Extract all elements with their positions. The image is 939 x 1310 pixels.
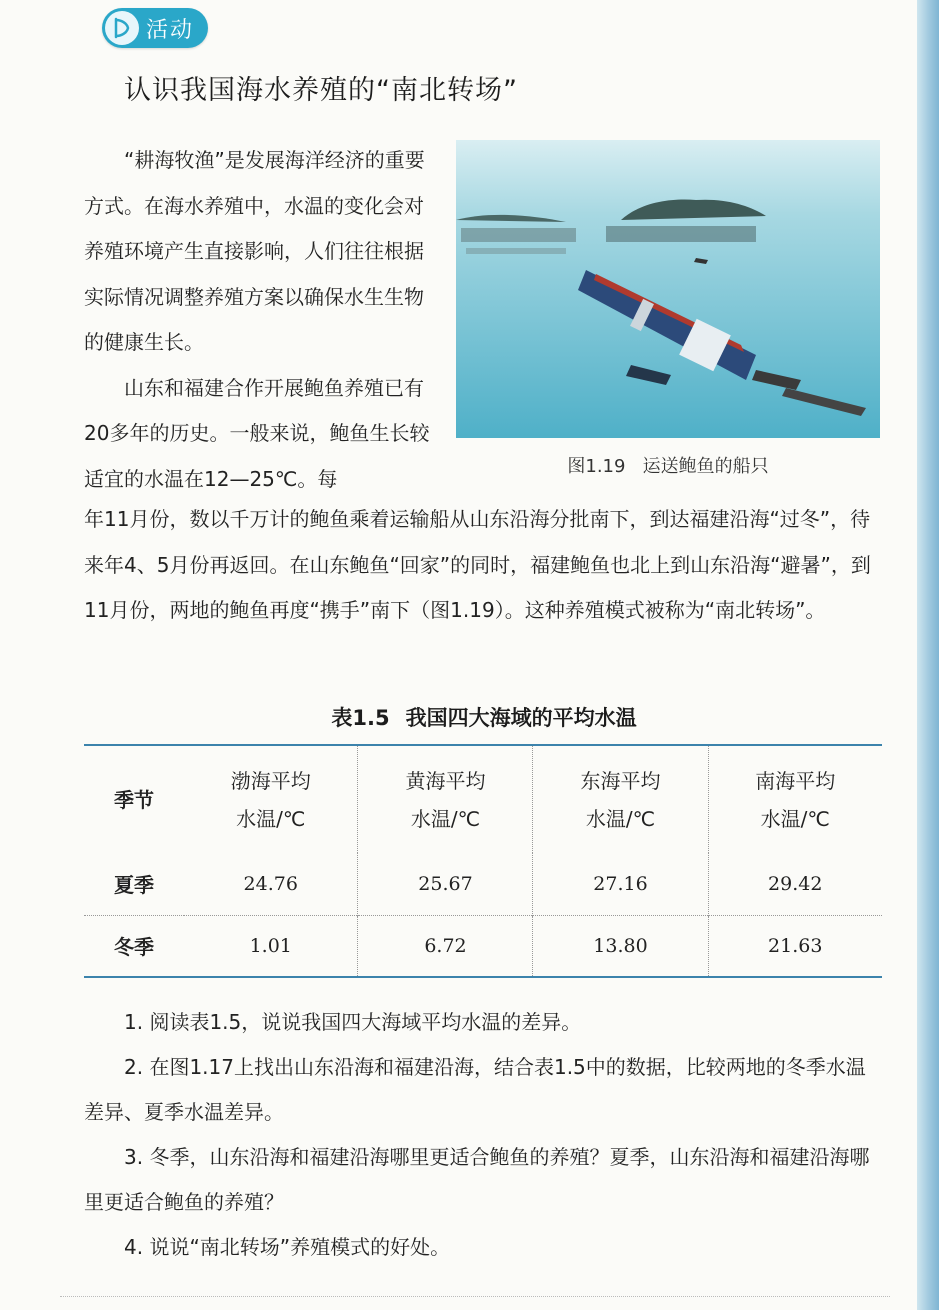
activity-icon xyxy=(105,11,139,45)
cell-winter-donghai: 13.80 xyxy=(533,915,708,977)
figure-number: 图1.19 xyxy=(567,456,626,477)
page-edge-decoration xyxy=(917,0,939,1310)
table-header-huanghai xyxy=(358,745,533,853)
activity-label: 活动 xyxy=(146,17,195,43)
ship-photo xyxy=(456,140,880,438)
table-number: 表1.5 xyxy=(331,706,390,730)
header-donghai-text: 东海平均 水温/℃ xyxy=(580,768,661,831)
intro-paragraph-2: 山东和福建合作开展鲍鱼养殖已有20多年的历史。一般来说，鲍鱼生长较适宜的水温在12—25℃。每 xyxy=(84,375,430,491)
question-1: 1. 阅读表1.5，说说我国四大海域平均水温的差异。 xyxy=(124,1010,582,1034)
row-label-summer: 夏季 xyxy=(114,873,154,898)
question-2: 2. 在图1.17上找出山东沿海和福建沿海，结合表1.5中的数据，比较两地的冬季水温差异、夏季水温差异。 xyxy=(84,1055,866,1124)
page-bottom-divider xyxy=(60,1296,890,1297)
table-header-bohai xyxy=(184,745,358,853)
intro-paragraph-1: “耕海牧渔”是发展海洋经济的重要方式。在海水养殖中，水温的变化会对养殖环境产生直接影响，人们往往根据实际情况调整养殖方案以确保水生生物的健康生长。 xyxy=(84,148,425,354)
question-list xyxy=(84,1000,884,1270)
cell-winter-bohai: 1.01 xyxy=(184,915,358,977)
table-header-donghai xyxy=(533,745,708,853)
table-title xyxy=(84,702,884,732)
header-bohai-text: 渤海平均 水温/℃ xyxy=(230,768,311,831)
header-huanghai-text: 黄海平均 水温/℃ xyxy=(405,768,486,831)
row-label-winter: 冬季 xyxy=(84,915,184,977)
intro-text xyxy=(84,138,434,502)
water-temperature-table xyxy=(84,744,882,978)
body-continuation: 年11月份，数以千万计的鲍鱼乘着运输船从山东沿海分批南下，到达福建沿海“过冬”，待来年4、5月份再返回。在山东鲍鱼“回家”的同时，福建鲍鱼也北上到山东沿海“避暑”，到11月份，两地的鲍鱼再度“携手”南下（图1.19）。这种养殖模式被称为“南北转场”。 xyxy=(84,507,871,622)
activity-badge xyxy=(102,8,208,48)
section-title: 认识我国海水养殖的“南北转场” xyxy=(124,75,518,106)
question-3: 3. 冬季，山东沿海和福建沿海哪里更适合鲍鱼的养殖？夏季，山东沿海和福建沿海哪里更适合鲍鱼的养殖？ xyxy=(84,1145,870,1214)
cell-summer-donghai: 27.16 xyxy=(533,853,708,915)
header-nanhai-text: 南海平均 水温/℃ xyxy=(755,768,836,831)
cell-summer-bohai: 24.76 xyxy=(243,872,298,895)
cell-summer-nanhai: 29.42 xyxy=(708,853,882,915)
figure-caption-text: 运送鲍鱼的船只 xyxy=(642,456,769,477)
table-row-summer xyxy=(84,853,882,915)
table-header-nanhai xyxy=(708,745,882,853)
table-header-season: 季节 xyxy=(114,787,154,812)
cell-winter-nanhai: 21.63 xyxy=(708,915,882,977)
question-4: 4. 说说“南北转场”养殖模式的好处。 xyxy=(124,1235,451,1259)
table-title-text: 我国四大海域的平均水温 xyxy=(405,706,637,730)
table-row-winter xyxy=(84,915,882,977)
figure-caption xyxy=(456,452,880,478)
cell-summer-huanghai: 25.67 xyxy=(358,853,533,915)
cell-winter-huanghai: 6.72 xyxy=(358,915,533,977)
